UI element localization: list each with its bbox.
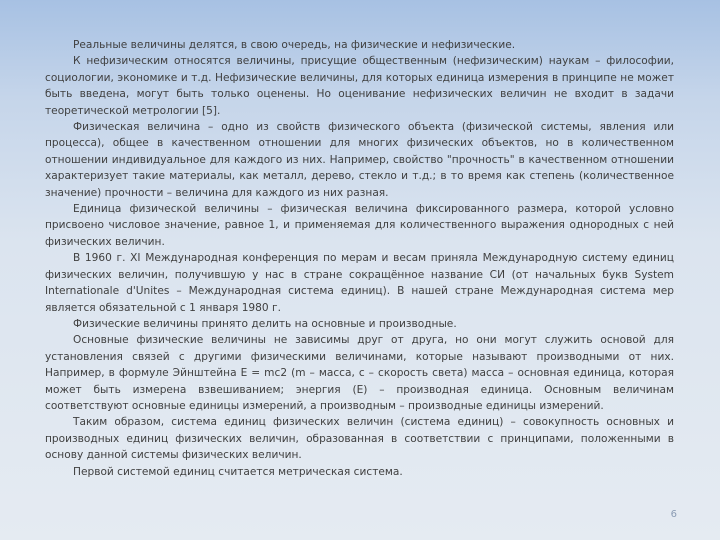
paragraph-unit-definition: Единица физической величины – физическая величина фиксированного размера, которой условно присвоено числовое значение, равное 1, и применяемая для количественного выражения однородных с ней физических величин. bbox=[45, 203, 674, 248]
paragraph-base-derived: Физические величины принято делить на основные и производные. bbox=[73, 317, 457, 330]
paragraph-nonphysical: К нефизическим относятся величины, присущие общественным (нефизическим) наукам – философии, социологии, экономике и т.д. Нефизические величины, для которых единица измерения в принципе не может быть введена, могут быть только оценены. Но оценивание нефизических величин не входит в задачи теоретической метрологии [5]. bbox=[45, 55, 674, 117]
paragraph-base-quantities: Основные физические величины не зависимы друг от друга, но они могут служить основой для установления связей с другими физическими величинами, которые называют производными от них. Например, в формуле Эйнштейна E = mc2 (m – масса, c – скорость света) масса – основная единица, которая может быть измерена взвешиванием; энергия (E) – производная единица. Основным величинам соответствуют основные единицы измерений, а производным – производные единицы измерений. bbox=[45, 334, 674, 412]
paragraph-physical-quantity: Физическая величина – одно из свойств физического объекта (физической системы, явления или процесса), общее в качественном отношении для многих физических объектов, но в количественном отношении индивидуальное для каждого из них. Например, свойство "прочность" в качественном отношении характеризует такие материалы, как металл, дерево, стекло и т.д.; в то время как степень (количественное значение) прочности – величина для каждого из них разная. bbox=[45, 121, 674, 199]
paragraph-system-of-units: Таким образом, система единиц физических величин (система единиц) – совокупность основных и производных единиц физических величин, образованная в соответствии с принципами, положенными в основу данной системы физических величин. bbox=[45, 416, 674, 462]
body-text bbox=[45, 37, 674, 480]
page-number: 6 bbox=[670, 509, 677, 520]
paragraph-metric-system: Первой системой единиц считается метрическая система. bbox=[73, 465, 403, 478]
paragraph-si-system: В 1960 г. XI Международная конференция по мерам и весам приняла Международную систему единиц физических величин, получившую у нас в стране сокращённое название СИ (от начальных букв System Internationale d'Unites – Международная система единиц). В нашей стране Международная система мер является обязательной с 1 января 1980 г. bbox=[45, 252, 674, 314]
paragraph-real-quantities: Реальные величины делятся, в свою очередь, на физические и нефизические. bbox=[73, 39, 516, 51]
